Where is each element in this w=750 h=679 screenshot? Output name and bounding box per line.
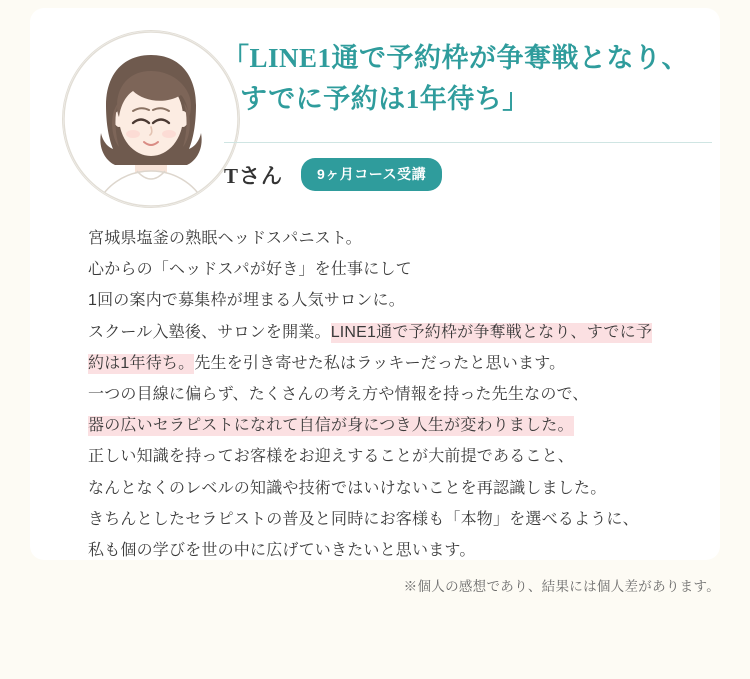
testimonial-line [88, 473, 688, 504]
woman-portrait-illustration [63, 31, 239, 207]
testimonial-line [88, 410, 688, 441]
highlighted-text: 器の広いセラピストになれて自信が身につき人生が変わりました。 [88, 417, 574, 435]
divider [224, 142, 712, 143]
testimonial-line [88, 285, 688, 316]
headline-line-1: 「LINE1通で予約枠が争奪戦となり、 [222, 43, 690, 73]
person-name: Tさん [224, 163, 284, 188]
plain-text: 正しい知識を持ってお客様をお迎えすることが大前提であること、 [88, 448, 575, 466]
testimonial-card [30, 8, 720, 560]
course-badge: 9ヶ月コース受講 [301, 158, 442, 191]
plain-text: 宮城県塩釜の熟眠ヘッドスパニスト。 [88, 230, 362, 247]
testimonial-line [88, 441, 688, 472]
highlighted-text: LINE1通で予約枠が争奪戦となり、すでに予 [330, 323, 653, 341]
plain-text: 一つの目線に偏らず、たくさんの考え方や情報を持った先生なので、 [88, 385, 589, 403]
name-row [224, 158, 442, 191]
avatar [62, 30, 240, 208]
testimonial-line [88, 379, 688, 410]
highlighted-text: 約は1年待ち。 [88, 354, 195, 372]
plain-text: きちんとしたセラピストの普及と同時にお客様も「本物」を選べるように、 [88, 510, 639, 528]
plain-text: 1回の案内で募集枠が埋まる人気サロンに。 [88, 292, 405, 310]
testimonial-line [88, 535, 688, 566]
plain-text: 先生を引き寄せた私はラッキーだったと思います。 [194, 354, 566, 372]
headline [222, 38, 712, 120]
headline-line-2: すでに予約は1年待ち」 [240, 84, 530, 115]
testimonial-line [88, 317, 688, 348]
plain-text: なんとなくのレベルの知識や技術ではいけないことを再認識しました。 [88, 479, 607, 497]
testimonial-line [88, 504, 688, 535]
testimonial-line [88, 254, 688, 285]
footnote: ※個人の感想であり、結果には個人差があります。 [403, 579, 720, 594]
testimonial-line [88, 348, 688, 379]
testimonial-line [88, 223, 688, 254]
testimonial-body [88, 223, 688, 566]
plain-text: 私も個の学びを世の中に広げていきたいと思います。 [88, 541, 476, 559]
card-header [30, 8, 720, 198]
plain-text: スクール入塾後、サロンを開業。 [88, 323, 331, 341]
plain-text: 心からの「ヘッドスパが好き」を仕事にして [88, 261, 412, 279]
